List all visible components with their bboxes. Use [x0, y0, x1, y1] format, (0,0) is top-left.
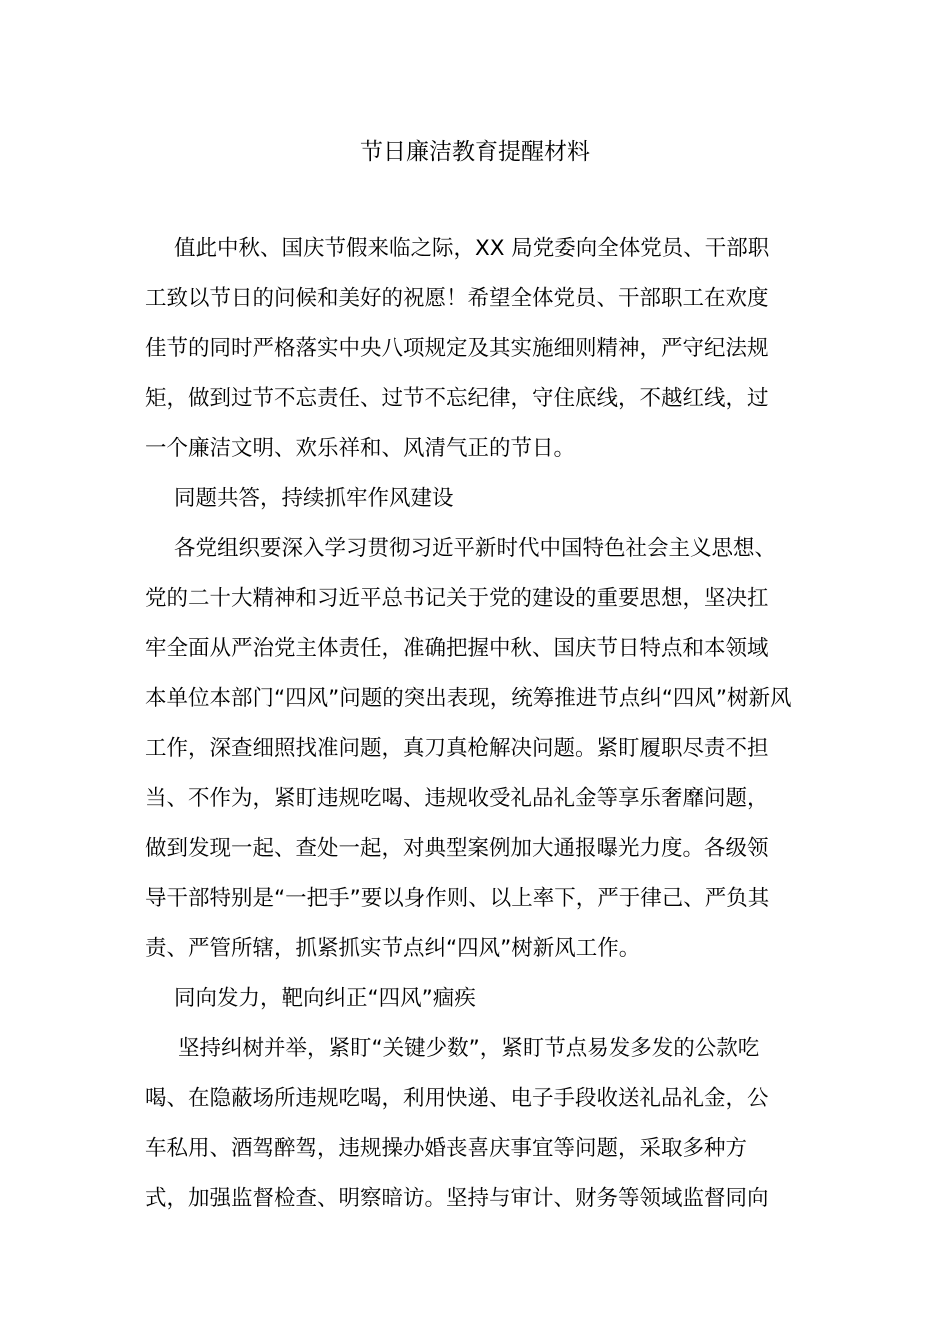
paragraph-line: 坚持纠树并举，紧盯“关键少数”，紧盯节点易发多发的公款吃: [178, 1036, 760, 1061]
section-heading: 同向发力，靶向纠正“四风”痼疾: [174, 986, 476, 1011]
paragraph-line: 责、严管所辖，抓紧抓实节点纠“四风”树新风工作。: [145, 936, 641, 961]
paragraph-line: 值此中秋、国庆节假来临之际，XX 局党委向全体党员、干部职: [174, 236, 770, 261]
paragraph-line: 导干部特别是“一把手”要以身作则、以上率下，严于律己、严负其: [145, 886, 770, 911]
paragraph-line: 党的二十大精神和习近平总书记关于党的建设的重要思想，坚决扛: [145, 586, 769, 611]
paragraph-line: 车私用、酒驾醉驾，违规操办婚丧喜庆事宜等问题，采取多种方: [145, 1136, 748, 1161]
paragraph-line: 牢全面从严治党主体责任，准确把握中秋、国庆节日特点和本领域: [145, 636, 769, 661]
paragraph-line: 本单位本部门“四风”问题的突出表现，统筹推进节点纠“四风”树新风: [145, 686, 792, 711]
section-heading: 同题共答，持续抓牢作风建设: [174, 486, 454, 511]
paragraph-line: 工致以节日的问候和美好的祝愿！希望全体党员、干部职工在欢度: [145, 286, 769, 311]
paragraph-line: 喝、在隐蔽场所违规吃喝，利用快递、电子手段收送礼品礼金，公: [145, 1086, 769, 1111]
paragraph-line: 一个廉洁文明、欢乐祥和、风清气正的节日。: [145, 436, 576, 461]
paragraph-line: 矩，做到过节不忘责任、过节不忘纪律，守住底线，不越红线，过: [145, 386, 769, 411]
paragraph-line: 各党组织要深入学习贯彻习近平新时代中国特色社会主义思想、: [174, 536, 777, 561]
document-title: 节日廉洁教育提醒材料: [360, 139, 590, 165]
paragraph-line: 当、不作为，紧盯违规吃喝、违规收受礼品礼金等享乐奢靡问题，: [145, 786, 769, 811]
paragraph-line: 做到发现一起、查处一起，对典型案例加大通报曝光力度。各级领: [145, 836, 769, 861]
paragraph-line: 式，加强监督检查、明察暗访。坚持与审计、财务等领域监督同向: [145, 1186, 769, 1211]
paragraph-line: 工作，深查细照找准问题，真刀真枪解决问题。紧盯履职尽责不担: [145, 736, 769, 761]
paragraph-line: 佳节的同时严格落实中央八项规定及其实施细则精神，严守纪法规: [145, 336, 769, 361]
